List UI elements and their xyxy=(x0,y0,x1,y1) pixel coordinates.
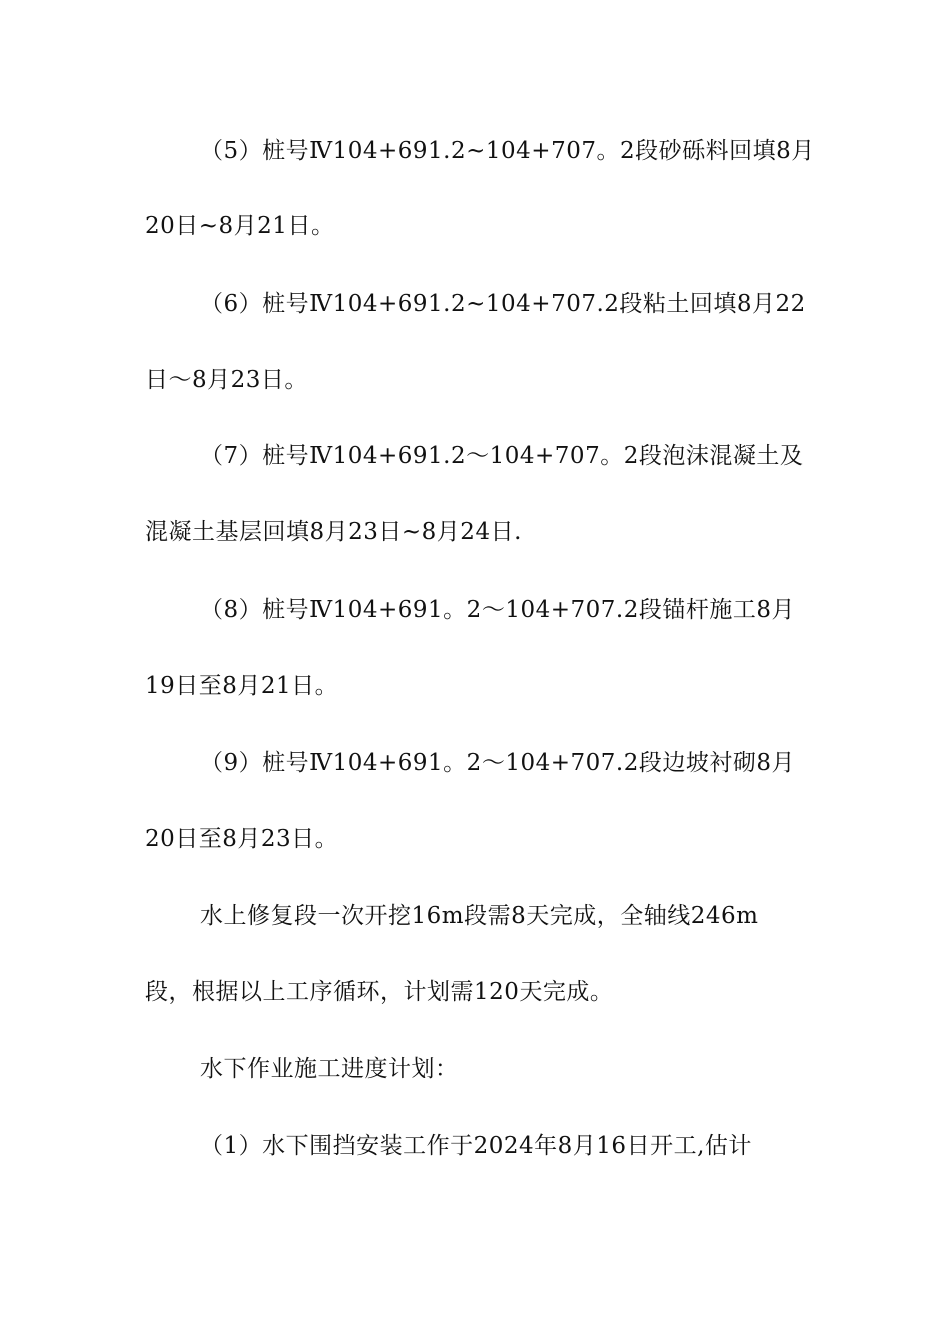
paragraph-6-line-1: （6）桩号Ⅳ104+691.2~104+707.2段粘土回填8月22 xyxy=(200,291,806,317)
summary-line-2: 段，根据以上工序循环，计划需120天完成。 xyxy=(145,979,614,1005)
section-heading: 水下作业施工进度计划： xyxy=(200,1056,459,1082)
paragraph-8-line-2: 19日至8月21日。 xyxy=(145,673,339,699)
summary-line-1: 水上修复段一次开挖16m段需8天完成，全轴线246m xyxy=(200,903,759,929)
paragraph-5-line-2: 20日~8月21日。 xyxy=(145,213,335,239)
paragraph-1-line-1: （1）水下围挡安装工作于2024年8月16日开工,估计 xyxy=(200,1133,752,1159)
paragraph-6-line-2: 日～8月23日。 xyxy=(145,367,308,393)
paragraph-5-line-1: （5）桩号Ⅳ104+691.2~104+707。2段砂砾料回填8月 xyxy=(200,138,815,164)
paragraph-7-line-1: （7）桩号Ⅳ104+691.2～104+707。2段泡沫混凝土及 xyxy=(200,443,804,469)
paragraph-9-line-1: （9）桩号Ⅳ104+691。2～104+707.2段边坡衬砌8月 xyxy=(200,750,795,776)
paragraph-7-line-2: 混凝土基层回填8月23日~8月24日. xyxy=(145,519,522,545)
paragraph-8-line-1: （8）桩号Ⅳ104+691。2～104+707.2段锚杆施工8月 xyxy=(200,597,795,623)
paragraph-9-line-2: 20日至8月23日。 xyxy=(145,826,339,852)
